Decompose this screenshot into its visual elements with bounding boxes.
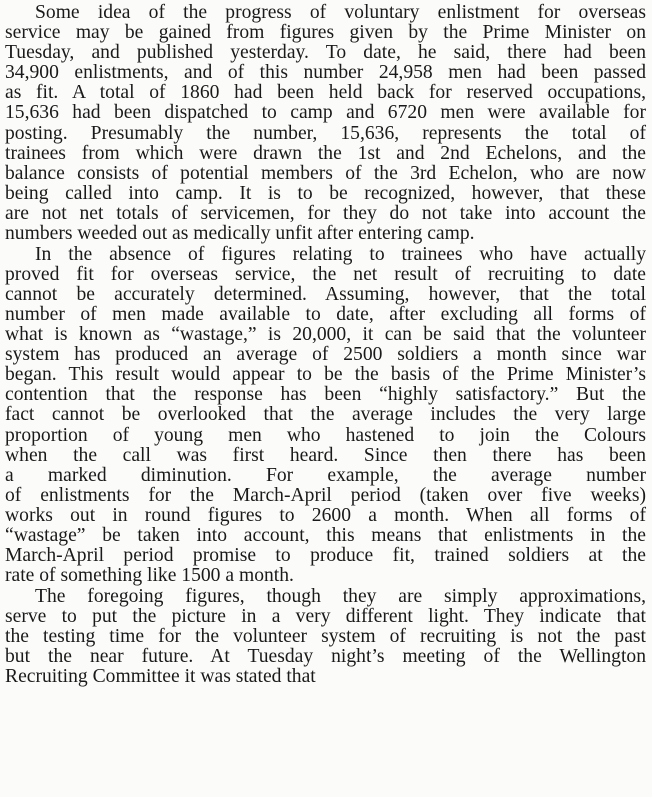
text-line: as fit. A total of 1860 had been held back for reserved occupations, xyxy=(5,82,646,104)
text-line: are not net totals of servicemen, for they do not take into account the xyxy=(5,202,646,224)
text-line: 15,636 had been dispatched to camp and 6720 men were available for xyxy=(5,102,646,124)
text-line: numbers weeded out as medically unfit after entering camp. xyxy=(5,223,475,245)
text-line: 34,900 enlistments, and of this number 24,958 men had been passed xyxy=(5,62,646,84)
text-line: contention that the response has been “highly satisfactory.” But the xyxy=(5,384,646,406)
text-line: but the near future. At Tuesday night’s meeting of the Wellington xyxy=(5,646,646,668)
text-line: service may be gained from figures given by the Prime Minister on xyxy=(5,22,646,44)
text-line: Recruiting Committee it was stated that xyxy=(5,666,316,688)
text-line: number of men made available to date, after excluding all forms of xyxy=(5,304,646,325)
text-line: a marked diminution. For example, the average number xyxy=(5,464,646,486)
text-line: the testing time for the volunteer system of recruiting is not the past xyxy=(5,626,646,648)
text-line: when the call was first heard. Since then there has been xyxy=(5,444,646,466)
text-line: serve to put the picture in a very different light. They indicate that xyxy=(5,606,646,627)
text-line: proportion of young men who hastened to join the Colours xyxy=(5,424,646,446)
text-line: March-April period promise to produce fit, trained soldiers at the xyxy=(5,545,646,567)
text-line: system has produced an average of 2500 soldiers a month since war xyxy=(5,344,646,366)
text-line: fact cannot be overlooked that the average includes the very large xyxy=(5,404,646,426)
text-line: proved fit for overseas service, the net result of recruiting to date xyxy=(5,263,646,285)
text-line: being called into camp. It is to be recognized, however, that these xyxy=(5,182,646,204)
text-line: “wastage” be taken into account, this means that enlistments in the xyxy=(5,525,646,547)
paragraph-3 xyxy=(5,587,646,687)
text-line: posting. Presumably the number, 15,636, represents the total of xyxy=(5,122,646,144)
text-line: In the absence of figures relating to trainees who have actually xyxy=(35,243,646,265)
text-line: balance consists of potential members of the 3rd Echelon, who are now xyxy=(5,162,646,184)
text-line: of enlistments for the March-April period (taken over five weeks) xyxy=(5,484,646,506)
paragraph-1 xyxy=(5,3,646,244)
text-line: rate of something like 1500 a month. xyxy=(5,565,294,587)
text-line: works out in round figures to 2600 a month. When all forms of xyxy=(5,504,646,526)
text-line: began. This result would appear to be the basis of the Prime Minister’s xyxy=(5,364,646,386)
text-line: cannot be accurately determined. Assuming, however, that the total xyxy=(5,283,646,305)
text-line: Some idea of the progress of voluntary enlistment for overseas xyxy=(35,2,646,23)
text-line: trainees from which were drawn the 1st and 2nd Echelons, and the xyxy=(5,142,646,164)
paragraph-2 xyxy=(5,245,646,587)
text-line: The foregoing figures, though they are simply approximations, xyxy=(35,585,646,607)
article-column xyxy=(5,3,646,687)
text-line: Tuesday, and published yesterday. To date, he said, there had been xyxy=(5,42,646,64)
text-line: what is known as “wastage,” is 20,000, it can be said that the volunteer xyxy=(5,324,646,346)
